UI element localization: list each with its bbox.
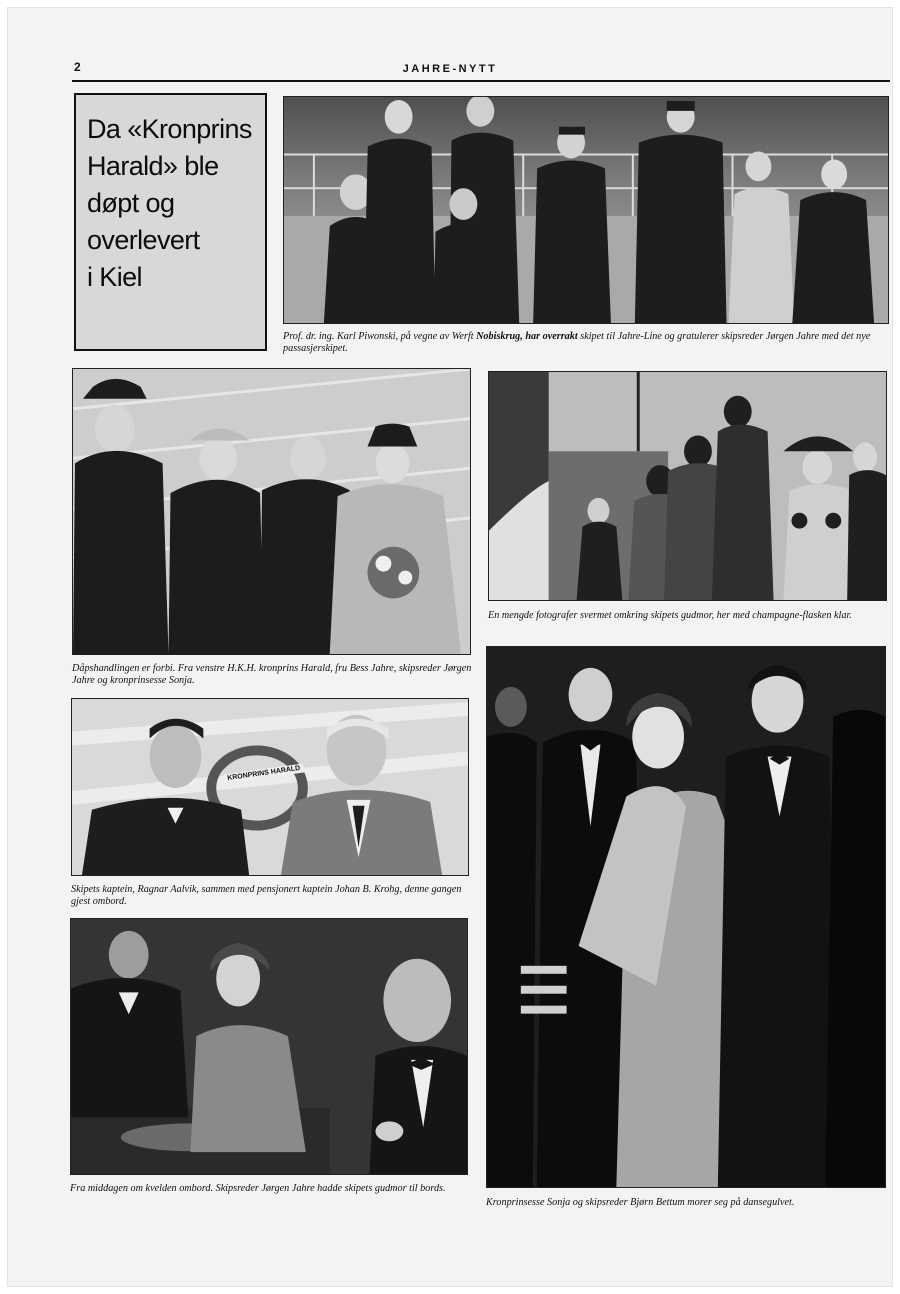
caption-dancing: Kronprinsesse Sonja og skipsreder Bjørn Bettum morer seg på dansegulvet. [486,1197,795,1208]
photo-photographers [488,371,887,601]
headline-line: døpt og [87,188,175,218]
headline-line: overlevert [87,225,200,255]
caption-christening: Dåpshandlingen er forbi. Fra venstre H.K.H. kronprins Harald, fru Bess Jahre, skipsreder Jørgen Jahre og kronprinsesse Sonja. [72,663,472,686]
caption-captains: Skipets kaptein, Ragnar Aalvik, sammen med pensjonert kaptein Johan B. Krohg, denne gangen gjest ombord. [71,884,462,907]
headline-box [74,93,267,351]
headline-line: Da «Kronprins [87,114,252,144]
running-head: JAHRE-NYTT [402,63,498,75]
headline [87,111,257,296]
caption-text: skipet til Jahre-Line og gratulerer skipsreder Jørgen Jahre med det nye passasjerskipet. [283,331,871,354]
photo-captains [71,698,469,876]
headline-line: Harald» ble [87,151,219,181]
header-rule [72,80,890,82]
headline-line: i Kiel [87,262,142,292]
page-number: 2 [74,60,81,74]
caption-photographers: En mengde fotografer svermet omkring skipets gudmor, her med champagne-flasken klar. [488,610,852,621]
photo-christening-group [72,368,471,655]
photo-dancing [486,646,886,1188]
caption-dinner: Fra middagen om kvelden ombord. Skipsreder Jørgen Jahre hadde skipets gudmor til bords. [70,1183,446,1194]
caption-handover [283,331,891,354]
caption-text: Prof. dr. ing. Karl Piwonski, på vegne av Werft [283,331,477,342]
photo-dinner [70,918,468,1175]
lifebuoy-label: KRONPRINS HARALD [224,764,304,784]
photo-handover-on-deck [283,96,889,324]
caption-bold: Nobiskrug, har overrakt [476,331,578,342]
